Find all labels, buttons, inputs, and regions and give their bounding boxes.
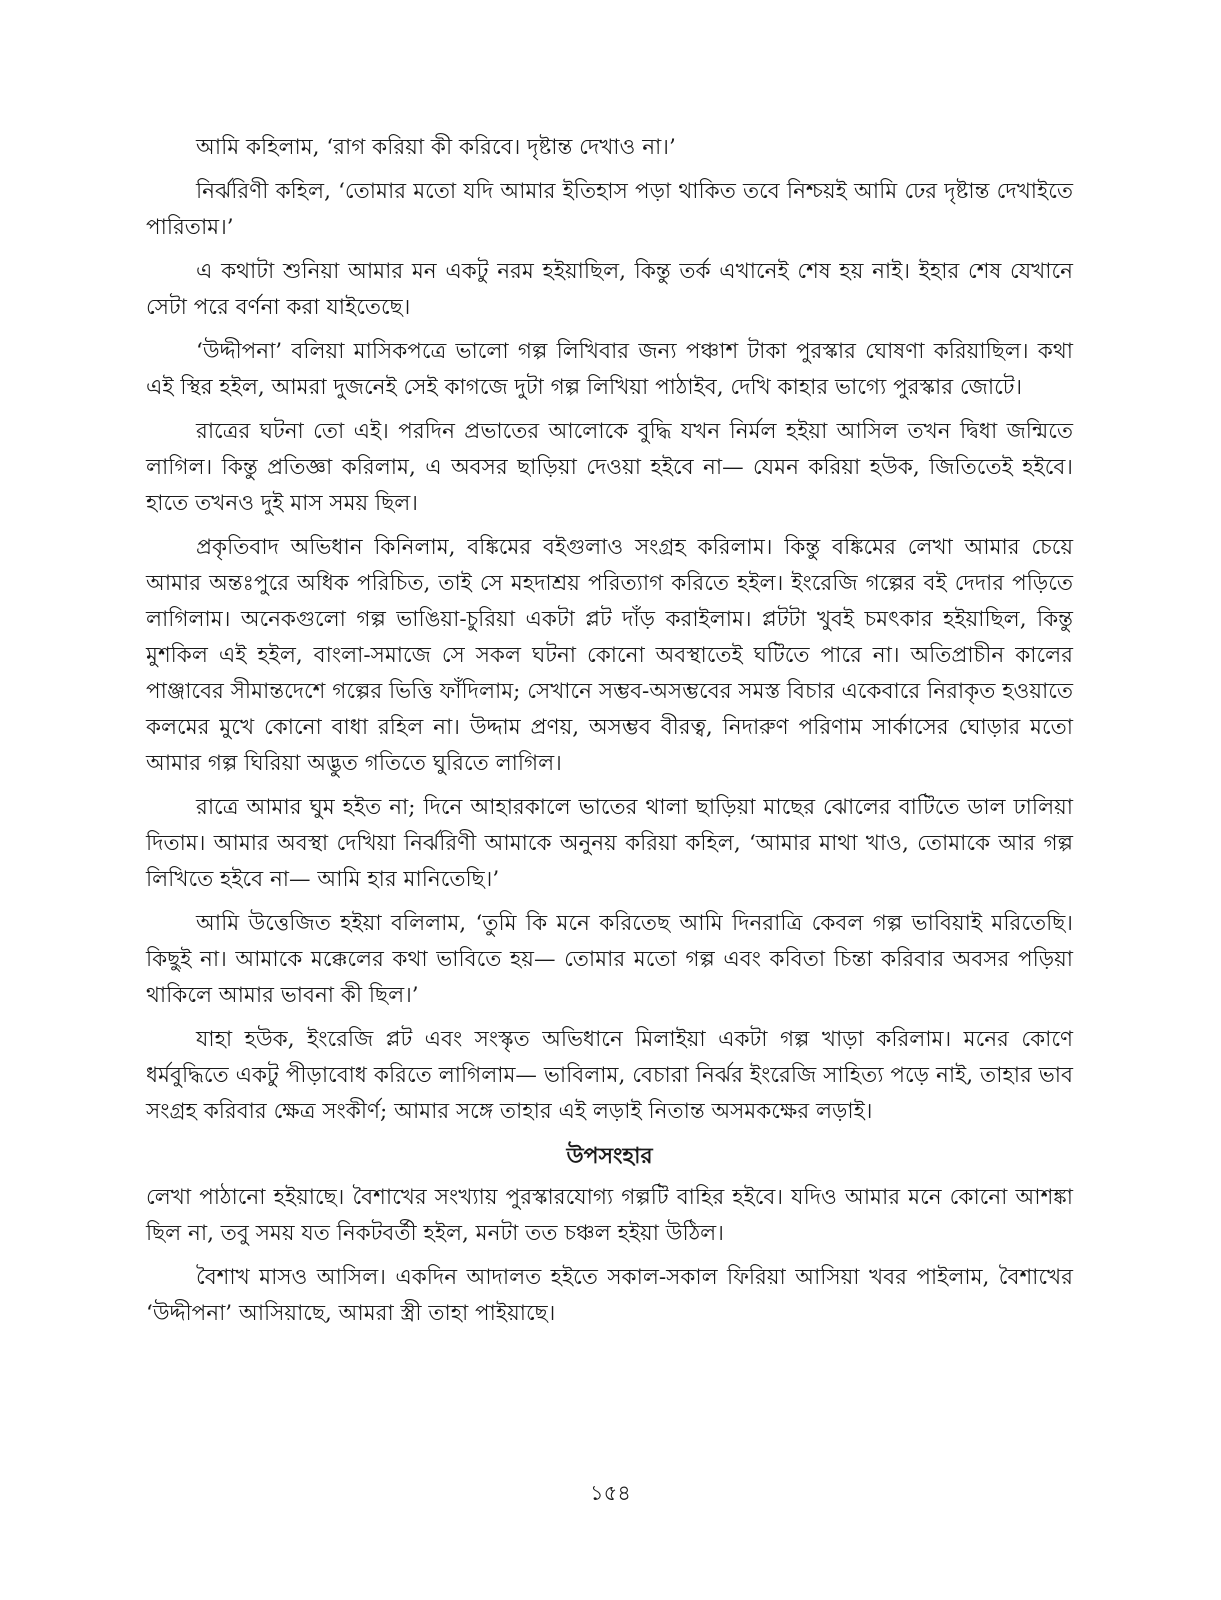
paragraph-11: বৈশাখ মাসও আসিল। একদিন আদালত হইতে সকাল-সকাল ফিরিয়া আসিয়া খবর পাইলাম, বৈশাখের ‘উদ্দীপনা’ আসিয়াছে, আমরা স্ত্রী তাহা পাইয়াছে।	[146, 1265, 1073, 1326]
paragraph-1: আমি কহিলাম, ‘রাগ করিয়া কী করিবে। দৃষ্টান্ত দেখাও না।’	[196, 135, 676, 160]
paragraph-2: নির্ঝরিণী কহিল, ‘তোমার মতো যদি আমার ইতিহাস পড়া থাকিত তবে নিশ্চয়ই আমি ঢের দৃষ্টান্ত দেখাইতে পারিতাম।’	[146, 179, 1073, 240]
paragraph-9: যাহা হউক, ইংরেজি প্লট এবং সংস্কৃত অভিধানে মিলাইয়া একটা গল্প খাড়া করিলাম। মনের কোণে ধর্মবুদ্ধিতে একটু পীড়াবোধ করিতে লাগিলাম— ভাবিলাম, বেচারা নির্ঝর ইংরেজি সাহিত্য পড়ে নাই, তাহার ভাব সংগ্রহ করিবার ক্ষেত্র সংকীর্ণ; আমার সঙ্গে তাহার এই লড়াই নিতান্ত অসমকক্ষের লড়াই।	[146, 1027, 1073, 1124]
paragraph-7: রাত্রে আমার ঘুম হইত না; দিনে আহারকালে ভাতের থালা ছাড়িয়া মাছের ঝোলের বাটিতে ডাল ঢালিয়া দিতাম। আমার অবস্থা দেখিয়া নির্ঝরিণী আমাকে অনুনয় করিয়া কহিল, ‘আমার মাথা খাও, তোমাকে আর গল্প লিখিতে হইবে না— আমি হার মানিতেছি।’	[146, 795, 1073, 892]
paragraph-5: রাত্রের ঘটনা তো এই। পরদিন প্রভাতের আলোকে বুদ্ধি যখন নির্মল হইয়া আসিল তখন দ্বিধা জন্মিতে লাগিল। কিন্তু প্রতিজ্ঞা করিলাম, এ অবসর ছাড়িয়া দেওয়া হইবে না— যেমন করিয়া হউক, জিতিতেই হইবে। হাতে তখনও দুই মাস সময় ছিল।	[146, 419, 1073, 516]
paragraph-4: ‘উদ্দীপনা’ বলিয়া মাসিকপত্রে ভালো গল্প লিখিবার জন্য পঞ্চাশ টাকা পুরস্কার ঘোষণা করিয়াছিল। কথা এই স্থির হইল, আমরা দুজনেই সেই কাগজে দুটা গল্প লিখিয়া পাঠাইব, দেখি কাহার ভাগ্যে পুরস্কার জোটে।	[146, 339, 1073, 400]
page-number: ১৫৪	[590, 1481, 631, 1505]
paragraph-8: আমি উত্তেজিত হইয়া বলিলাম, ‘তুমি কি মনে করিতেছ আমি দিনরাত্রি কেবল গল্প ভাবিয়াই মরিতেছি। কিছুই না। আমাকে মক্কেলের কথা ভাবিতে হয়— তোমার মতো গল্প এবং কবিতা চিন্তা করিবার অবসর পড়িয়া থাকিলে আমার ভাবনা কী ছিল।’	[146, 911, 1073, 1008]
section-heading: উপসংহার	[566, 1143, 653, 1169]
paragraph-10: লেখা পাঠানো হইয়াছে। বৈশাখের সংখ্যায় পুরস্কারযোগ্য গল্পটি বাহির হইবে। যদিও আমার মনে কোনো আশঙ্কা ছিল না, তবু সময় যত নিকটবর্তী হইল, মনটা তত চঞ্চল হইয়া উঠিল।	[146, 1185, 1073, 1246]
paragraph-6: প্রকৃতিবাদ অভিধান কিনিলাম, বঙ্কিমের বইগুলাও সংগ্রহ করিলাম। কিন্তু বঙ্কিমের লেখা আমার চেয়ে আমার অন্তঃপুরে অধিক পরিচিত, তাই সে মহদাশ্রয় পরিত্যাগ করিতে হইল। ইংরেজি গল্পের বই দেদার পড়িতে লাগিলাম। অনেকগুলো গল্প ভাঙিয়া-চুরিয়া একটা প্লট দাঁড় করাইলাম। প্লটটা খুবই চমৎকার হইয়াছিল, কিন্তু মুশকিল এই হইল, বাংলা-সমাজে সে সকল ঘটনা কোনো অবস্থাতেই ঘটিতে পারে না। অতিপ্রাচীন কালের পাঞ্জাবের সীমান্তদেশে গল্পের ভিত্তি ফাঁদিলাম; সেখানে সম্ভব-অসম্ভবের সমস্ত বিচার একেবারে নিরাকৃত হওয়াতে কলমের মুখে কোনো বাধা রহিল না। উদ্দাম প্রণয়, অসম্ভব বীরত্ব, নিদারুণ পরিণাম সার্কাসের ঘোড়ার মতো আমার গল্প ঘিরিয়া অদ্ভুত গতিতে ঘুরিতে লাগিল।	[146, 535, 1073, 776]
paragraph-3: এ কথাটা শুনিয়া আমার মন একটু নরম হইয়াছিল, কিন্তু তর্ক এখানেই শেষ হয় নাই। ইহার শেষ যেখানে সেটা পরে বর্ণনা করা যাইতেছে।	[146, 259, 1073, 320]
page-body	[146, 130, 1073, 1340]
